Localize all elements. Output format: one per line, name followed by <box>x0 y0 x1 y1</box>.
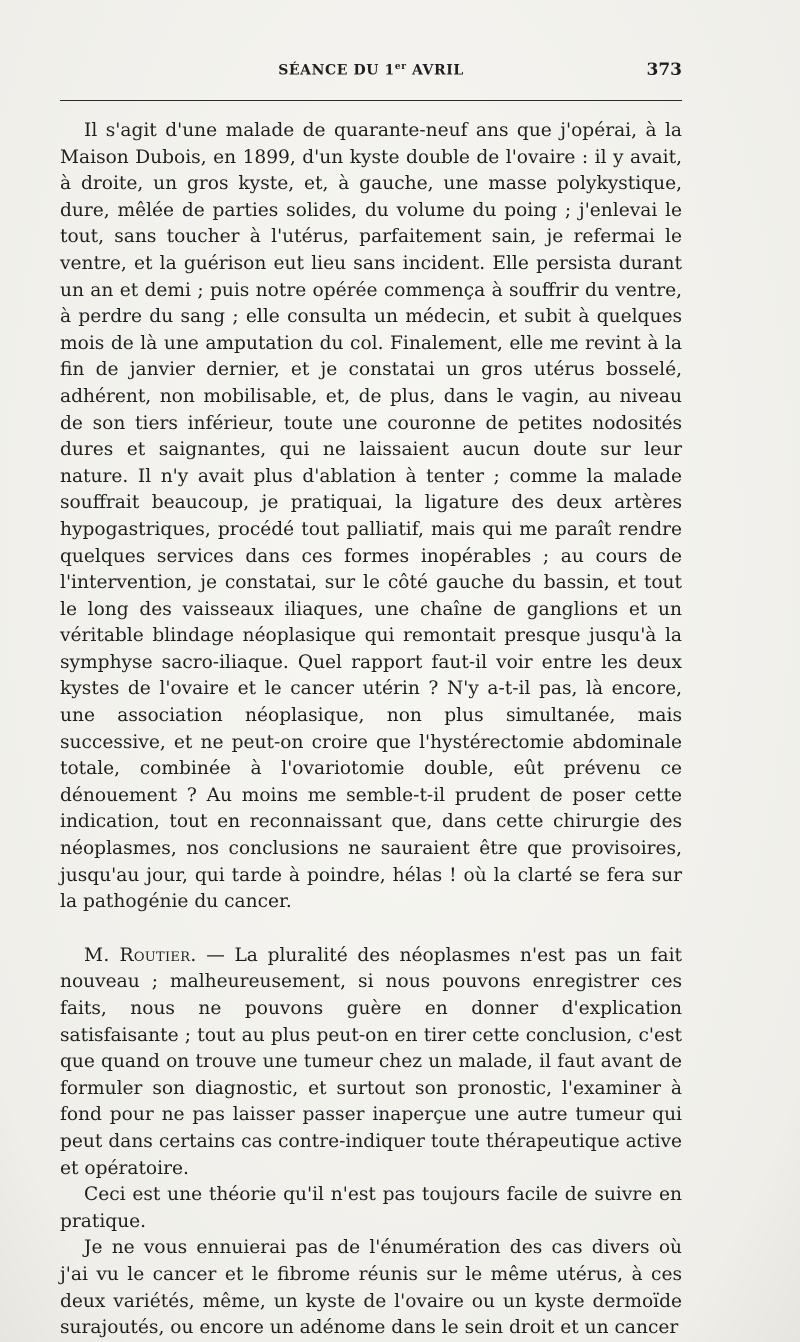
body-text <box>60 118 682 1342</box>
page-number: 373 <box>646 60 682 80</box>
running-head-sup: er <box>394 62 407 72</box>
paragraph-1: Il s'agit d'une malade de quarante-neuf ans que j'opérai, à la Maison Dubois, en 1899, d'un kyste double de l'ovaire : il y avait, à droite, un gros kyste, et, à gauche, une masse polykystique, dure, mêlée de parties solides, du volume du poing ; j'enlevai le tout, sans toucher à l'utérus, parfaitement sain, je refermai le ventre, et la guérison eut lieu sans incident. Elle persista durant un an et demi ; puis notre opérée commença à souffrir du ventre, à perdre du sang ; elle consulta un médecin, et subit à quelques mois de là une amputation du col. Finalement, elle me revint à la fin de janvier dernier, et je constatai un gros utérus bosselé, adhérent, non mobilisable, et, de plus, dans le vagin, au niveau de son tiers inférieur, toute une couronne de petites nodosités dures et saignantes, qui ne laissaient aucun doute sur leur nature. Il n'y avait plus d'ablation à tenter ; comme la malade souffrait beaucoup, je pratiquai, la ligature des deux artères hypogastriques, procédé tout palliatif, mais qui me paraît rendre quelques services dans ces formes inopérables ; au cours de l'intervention, je constatai, sur le côté gauche du bassin, et tout le long des vaisseaux iliaques, une chaîne de ganglions et un véritable blindage néoplasique qui remontait presque jusqu'à la symphyse sacro-iliaque. Quel rapport faut-il voir entre les deux kystes de l'ovaire et le cancer utérin ? N'y a-t-il pas, là encore, une association néoplasique, non plus simultanée, mais successive, et ne peut-on croire que l'hystérectomie abdominale totale, combinée à l'ovariotomie double, eût prévenu ce dénouement ? Au moins me semble-t-il prudent de poser cette indication, tout en reconnaissant que, dans cette chirurgie des néoplasmes, nos conclusions ne sauraient être que provisoires, jusqu'au jour, qui tarde à poindre, hélas ! où la clarté se fera sur la pathogénie du cancer. <box>60 120 682 913</box>
header-rule <box>60 100 682 101</box>
speaker-name: M. Routier. <box>84 944 197 966</box>
paragraph-4: Je ne vous ennuierai pas de l'énumération des cas divers où j'ai vu le cancer et le fibrome réunis sur le même utérus, à ces deux variétés, même, un kyste de l'ovaire ou un kyste dermoïde surajoutés, ou encore un adénome dans le sein droit et un cancer <box>60 1237 682 1339</box>
page-header <box>60 60 682 90</box>
paragraph-3: Ceci est une théorie qu'il n'est pas toujours facile de suivre en pratique. <box>60 1184 682 1232</box>
running-head <box>60 62 682 79</box>
paragraph-2-text: — La pluralité des néoplasmes n'est pas un fait nouveau ; malheureusement, si nous pouvons enregistrer ces faits, nous ne pouvons guère en donner d'explication satisfaisante ; tout au plus peut-on en tirer cette conclusion, c'est que quand on trouve une tumeur chez un malade, il faut avant de formuler son diagnostic, et surtout son pronostic, l'examiner à fond pour ne pas laisser passer inaperçue une autre tumeur qui peut dans certains cas contre-indiquer toute thérapeutique active et opératoire. <box>60 944 682 1179</box>
paragraph-2 <box>60 943 682 1182</box>
running-head-pre: SÉANCE DU 1 <box>278 62 395 79</box>
running-head-post: AVRIL <box>406 62 464 79</box>
